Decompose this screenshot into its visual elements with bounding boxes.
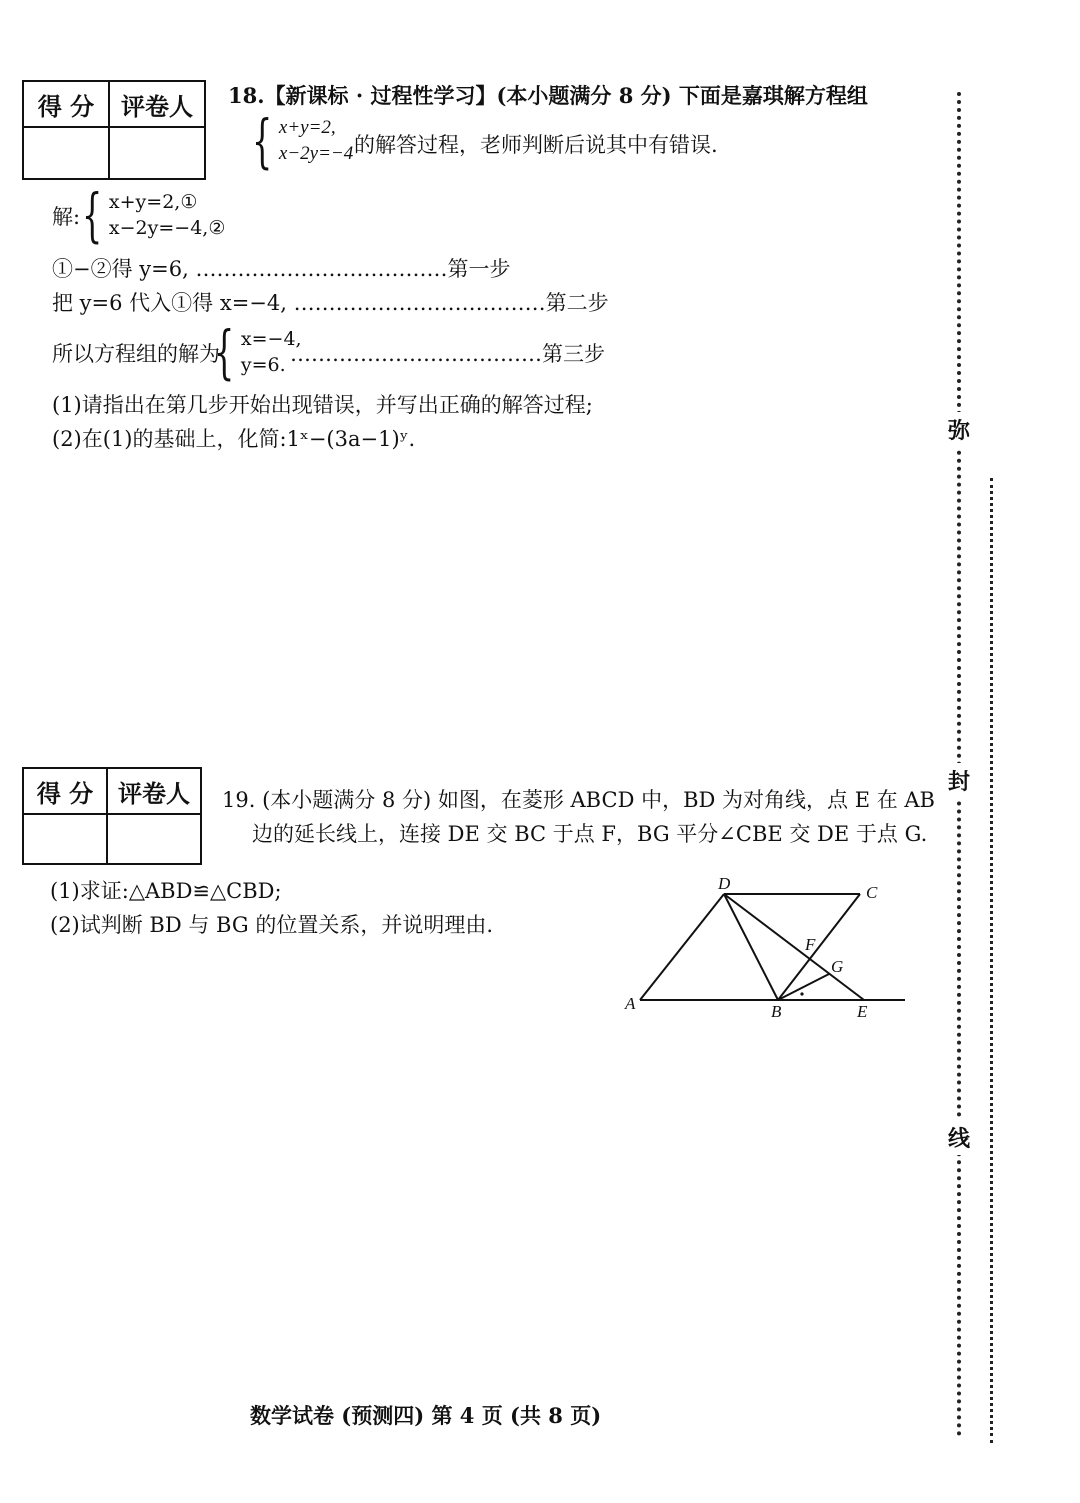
label-f: F xyxy=(805,935,816,954)
q18-grader-cell xyxy=(109,127,205,179)
bisector-bg xyxy=(778,974,829,1000)
q18-step1: ①−②得 y=6, ………………………………第一步 xyxy=(52,257,511,281)
q18-score-table xyxy=(22,80,206,180)
q18-step2: 把 y=6 代入①得 x=−4, ………………………………第二步 xyxy=(52,291,609,315)
q18-system-eq1: x+y=2, xyxy=(278,117,336,138)
q18-system: { x+y=2, x−2y=−4 xyxy=(252,107,354,175)
rhombus-figure xyxy=(610,870,910,1030)
q19-score-label: 得 分 xyxy=(23,768,107,814)
side-ad xyxy=(640,894,724,1000)
q18-score-cell xyxy=(23,127,109,179)
q18-part1: (1)请指出在第几步开始出现错误，并写出正确的解答过程; xyxy=(52,393,593,417)
q18-system-eq2: x−2y=−4 xyxy=(278,143,354,164)
segment-de xyxy=(724,894,864,1000)
label-a: A xyxy=(625,994,636,1013)
q18-sol-eq1: x+y=2,① xyxy=(108,191,198,213)
q18-heading-tail: 的解答过程，老师判断后说其中有错误. xyxy=(354,133,718,157)
seal-char-feng: 封 xyxy=(948,763,970,798)
label-c: C xyxy=(866,883,878,902)
label-g: G xyxy=(831,957,844,976)
q19-heading-line1: 19. (本小题满分 8 分) 如图，在菱形 ABCD 中，BD 为对角线，点 E 在 AB xyxy=(222,788,935,812)
q18-step3-tail: ………………………………第三步 xyxy=(290,342,605,366)
seal-char-mi: 弥 xyxy=(948,412,970,447)
q18-score-label: 得 分 xyxy=(23,81,109,127)
q18-sol-eq2: x−2y=−4,② xyxy=(108,217,226,239)
label-d: D xyxy=(718,874,731,893)
q18-heading: 18.【新课标 · 过程性学习】(本小题满分 8 分) 下面是嘉琪解方程组 xyxy=(228,83,868,108)
q19-grader-cell xyxy=(107,814,201,864)
label-b: B xyxy=(771,1002,782,1021)
q18-part2: (2)在(1)的基础上，化简:1ˣ−(3a−1)ʸ. xyxy=(52,427,416,451)
q18-sol-x: x=−4, xyxy=(240,328,302,350)
page-footer: 数学试卷 (预测四) 第 4 页 (共 8 页) xyxy=(250,1403,602,1428)
q18-step3-system: { x=−4, y=6. xyxy=(214,318,302,386)
q18-solution-prefix: 解: xyxy=(52,205,81,229)
q18-step3-prefix: 所以方程组的解为 xyxy=(52,342,220,366)
q18-sol-y: y=6. xyxy=(240,354,286,376)
q18-solution-system: { x+y=2,① x−2y=−4,② xyxy=(82,181,226,249)
q19-heading-line2: 边的延长线上，连接 DE 交 BC 于点 F，BG 平分∠CBE 交 DE 于点 G. xyxy=(252,822,928,846)
label-e: E xyxy=(857,1002,868,1021)
seal-dotted-line-outer xyxy=(990,478,993,1443)
side-cb xyxy=(778,894,860,1000)
q19-grader-label: 评卷人 xyxy=(107,768,201,814)
q19-score-cell xyxy=(23,814,107,864)
q19-score-table xyxy=(22,767,202,865)
q18-grader-label: 评卷人 xyxy=(109,81,205,127)
angle-mark xyxy=(800,992,803,995)
seal-char-xian: 线 xyxy=(948,1120,970,1155)
q19-part1: (1)求证:△ABD≌△CBD; xyxy=(50,879,282,903)
diagonal-bd xyxy=(724,894,778,1000)
q19-part2: (2)试判断 BD 与 BG 的位置关系，并说明理由. xyxy=(50,913,493,937)
